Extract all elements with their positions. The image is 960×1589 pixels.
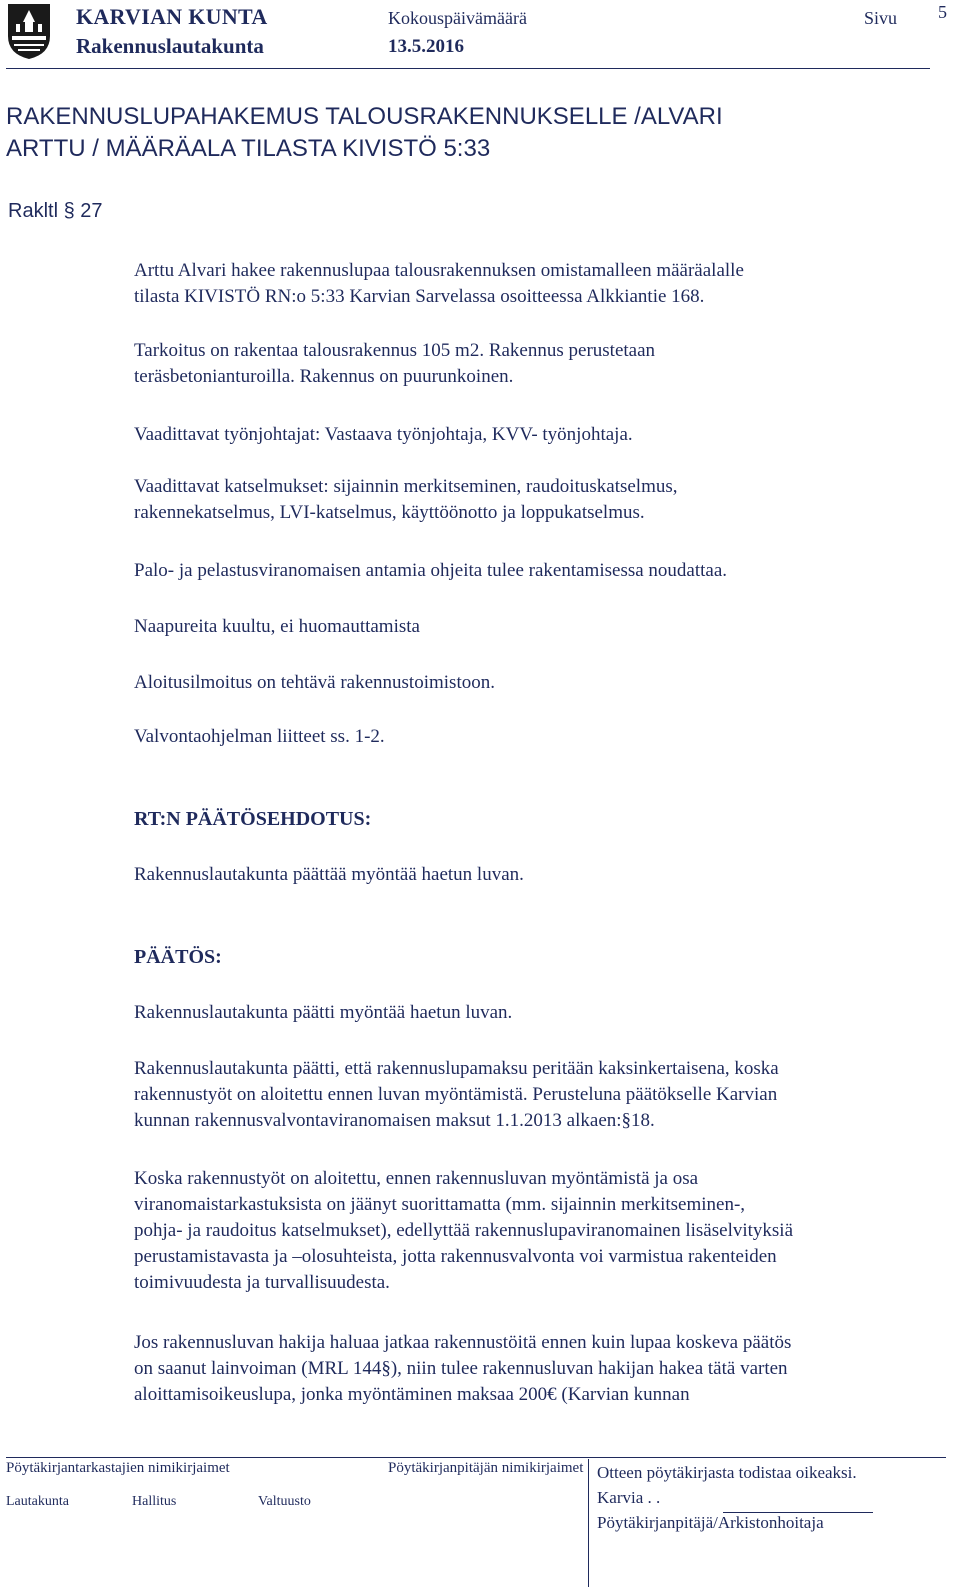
document-title bbox=[6, 101, 906, 165]
board-name: Rakennuslautakunta bbox=[76, 34, 264, 58]
municipality-coat-of-arms-icon bbox=[6, 2, 52, 60]
proposal-text: Rakennuslautakunta päättää myöntää haetun luvan. bbox=[134, 864, 524, 885]
paragraph bbox=[134, 1056, 944, 1166]
title-line-2: ARTTU / MÄÄRÄALA TILASTA KIVISTÖ 5:33 bbox=[6, 135, 491, 162]
text-line: Tarkoitus on rakentaa talousrakennus 105 m2. Rakennus perustetaan bbox=[134, 340, 656, 361]
paragraph bbox=[134, 614, 944, 670]
paragraph bbox=[134, 724, 944, 750]
title-line-1: RAKENNUSLUPAHAKEMUS TALOUSRAKENNUKSELLE /ALVARI bbox=[6, 103, 723, 130]
page-number: 5 bbox=[938, 2, 947, 22]
text-line: toimivuudesta ja turvallisuudesta. bbox=[134, 1272, 390, 1293]
text-line: Vaadittavat työnjohtajat: Vastaava työnjohtaja, KVV- työnjohtaja. bbox=[134, 424, 633, 445]
text-line: aloittamisoikeuslupa, jonka myöntäminen maksaa 200€ (Karvian kunnan bbox=[134, 1384, 690, 1405]
application-text bbox=[134, 258, 944, 750]
decision-section bbox=[134, 944, 944, 970]
paragraph bbox=[134, 558, 944, 614]
paragraph bbox=[134, 474, 944, 558]
header-divider bbox=[6, 68, 930, 69]
decision-text bbox=[134, 1000, 944, 1408]
paragraph bbox=[134, 422, 944, 474]
text-line: on saanut lainvoiman (MRL 144§), niin tulee rakennusluvan hakijan hakea tätä varten bbox=[134, 1358, 788, 1379]
text-line: rakennekatselmus, LVI-katselmus, käyttöönotto ja loppukatselmus. bbox=[134, 502, 645, 523]
footer-col-hallitus: Hallitus bbox=[132, 1494, 177, 1509]
paragraph bbox=[134, 258, 944, 338]
paragraph bbox=[134, 1166, 944, 1330]
text-line: Valvontaohjelman liitteet ss. 1-2. bbox=[134, 726, 385, 747]
paragraph bbox=[134, 1000, 944, 1056]
text-line: Rakennuslautakunta päätti, että rakennuslupamaksu peritään kaksinkertaisena, koska bbox=[134, 1058, 779, 1079]
footer-col-valtuusto: Valtuusto bbox=[258, 1494, 311, 1509]
text-line: kunnan rakennusvalvontaviranomaisen maksut 1.1.2013 alkaen:§18. bbox=[134, 1110, 655, 1131]
text-line: Arttu Alvari hakee rakennuslupaa talousrakennuksen omistamalleen määräalalle bbox=[134, 260, 744, 281]
paragraph bbox=[134, 1330, 944, 1408]
section-reference: Rakltl § 27 bbox=[8, 200, 103, 222]
text-line: Koska rakennustyöt on aloitettu, ennen rakennusluvan myöntämistä ja osa bbox=[134, 1168, 699, 1189]
text-line: viranomaistarkastuksista on jäänyt suorittamatta (mm. sijainnin merkitseminen-, bbox=[134, 1194, 746, 1215]
text-line: Naapureita kuultu, ei huomauttamista bbox=[134, 616, 420, 637]
certification-text: Otteen pöytäkirjasta todistaa oikeaksi. bbox=[597, 1463, 857, 1482]
inspectors-initials-label: Pöytäkirjantarkastajien nimikirjaimet bbox=[6, 1460, 230, 1476]
meeting-date: 13.5.2016 bbox=[388, 36, 464, 57]
text-line: Vaadittavat katselmukset: sijainnin merkitseminen, raudoituskatselmus, bbox=[134, 476, 678, 497]
secretary-initials-label: Pöytäkirjanpitäjän nimikirjaimet bbox=[388, 1460, 584, 1476]
decision-heading: PÄÄTÖS: bbox=[134, 946, 222, 968]
organization-name: KARVIAN KUNTA bbox=[76, 4, 268, 29]
footer-col-lautakunta: Lautakunta bbox=[6, 1494, 69, 1509]
proposal-body bbox=[134, 862, 944, 888]
text-line: tilasta KIVISTÖ RN:o 5:33 Karvian Sarvelassa osoitteessa Alkkiantie 168. bbox=[134, 286, 705, 307]
paragraph bbox=[134, 338, 944, 422]
certification-box bbox=[588, 1459, 946, 1587]
text-line: pohja- ja raudoitus katselmukset), edellyttää rakennuslupaviranomainen lisäselvityksiä bbox=[134, 1220, 794, 1241]
text-line: Palo- ja pelastusviranomaisen antamia ohjeita tulee rakentamisessa noudattaa. bbox=[134, 560, 728, 581]
text-line: Jos rakennusluvan hakija haluaa jatkaa rakennustöitä ennen kuin lupaa koskeva päätös bbox=[134, 1332, 792, 1353]
footer-divider bbox=[6, 1457, 946, 1458]
text-line: perustamistavasta ja –olosuhteista, jotta rakennusvalvonta voi varmistua rakenteiden bbox=[134, 1246, 777, 1267]
proposal-section bbox=[134, 806, 944, 832]
text-line: rakennustyöt on aloitettu ennen luvan myöntämistä. Perusteluna päätökselle Karvian bbox=[134, 1084, 778, 1105]
proposal-heading: RT:N PÄÄTÖSEHDOTUS: bbox=[134, 808, 372, 830]
text-line: teräsbetonianturoilla. Rakennus on puurunkoinen. bbox=[134, 366, 514, 387]
certification-place-date: Karvia . . bbox=[597, 1488, 661, 1507]
meeting-date-label: Kokouspäivämäärä bbox=[388, 8, 527, 28]
certification-signer-title: Pöytäkirjanpitäjä/Arkistonhoitaja bbox=[597, 1513, 824, 1532]
page-label: Sivu bbox=[864, 8, 898, 28]
text-line: Aloitusilmoitus on tehtävä rakennustoimistoon. bbox=[134, 672, 495, 693]
paragraph bbox=[134, 670, 944, 724]
text-line: Rakennuslautakunta päätti myöntää haetun luvan. bbox=[134, 1002, 513, 1023]
